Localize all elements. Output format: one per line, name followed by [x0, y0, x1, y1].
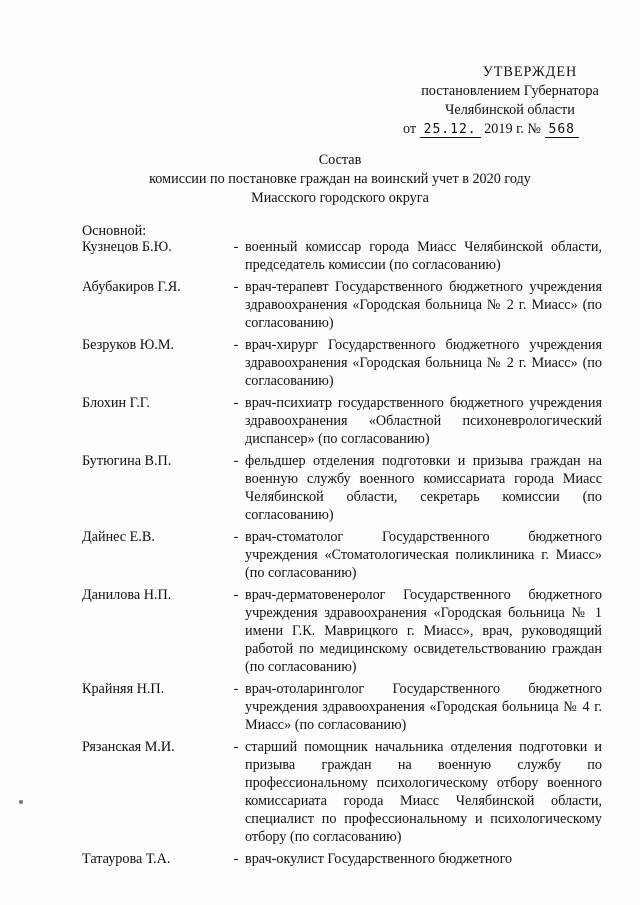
member-position: врач-отоларинголог Государственного бюджетного учреждения здравоохранения «Городская больница № 4 г. Миасс» (по согласованию) [245, 681, 602, 733]
dash-separator: - [233, 279, 239, 295]
document-title [100, 151, 580, 208]
member-name: Блохин Г.Г. [82, 395, 150, 411]
member-row [82, 738, 602, 846]
member-name: Безруков Ю.М. [82, 337, 175, 353]
scan-speck [19, 800, 23, 804]
approval-block [395, 63, 625, 139]
handwritten-number: 568 [545, 123, 579, 138]
member-position: врач-дерматовенеролог Государственного бюджетного учреждения здравоохранения «Городская больница № 1 имени Г.К. Маврицкого г. Миасс», врач, руководящий работой по медицинскому освидетельствованию граждан (по согласованию) [245, 587, 602, 675]
member-name: Абубакиров Г.Я. [82, 279, 181, 295]
dash-separator: - [233, 681, 239, 697]
title-line-2: комиссии по постановке граждан на воинский учет в 2020 году [149, 171, 531, 187]
member-row [82, 850, 602, 868]
dash-separator: - [233, 239, 239, 255]
dash-separator: - [233, 851, 239, 867]
handwritten-date: 25.12. [420, 123, 481, 138]
member-name: Крайняя Н.П. [82, 681, 165, 697]
approval-line-1: постановлением Губернатора [421, 83, 599, 99]
approval-title: УТВЕРЖДЕН [482, 64, 578, 80]
dash-separator: - [233, 529, 239, 545]
member-position: врач-хирург Государственного бюджетного учреждения здравоохранения «Городская больница № 2 г. Миасс» (по согласованию) [245, 337, 602, 389]
member-name: Данилова Н.П. [82, 587, 172, 603]
title-line-1: Состав [318, 152, 362, 168]
approval-line-2: Челябинской области [445, 102, 575, 118]
member-name: Бутюгина В.П. [82, 453, 172, 469]
date-prefix: от [403, 121, 417, 137]
member-position: врач-психиатр государственного бюджетного учреждения здравоохранения «Областной психоневрологический диспансер» (по согласованию) [245, 395, 602, 447]
section-label: Основной: [82, 223, 147, 239]
approval-order-line [395, 120, 625, 139]
member-name: Дайнес Е.В. [82, 529, 155, 545]
dash-separator: - [233, 739, 239, 755]
title-line-3: Миасского городского округа [251, 190, 429, 206]
dash-separator: - [233, 337, 239, 353]
dash-separator: - [233, 587, 239, 603]
order-year: 2019 г. № [484, 121, 541, 137]
member-row [82, 586, 602, 676]
member-position: старший помощник начальника отделения подготовки и призыва граждан на военную службу по профессиональному психологическому отбору военного комиссариата города Миасс Челябинской области, специалист по профессиональному и психологическому отбору (по согласованию) [245, 739, 602, 845]
member-row [82, 336, 602, 390]
member-position: военный комиссар города Миасс Челябинской области, председатель комиссии (по согласованию) [245, 239, 602, 273]
member-name: Кузнецов Б.Ю. [82, 239, 172, 255]
member-position: фельдшер отделения подготовки и призыва граждан на военную службу военного комиссариата города Миасс Челябинской области, секретарь комиссии (по согласованию) [245, 453, 602, 523]
member-row [82, 528, 602, 582]
member-position: врач-стоматолог Государственного бюджетного учреждения «Стоматологическая поликлиника г. Миасс» (по согласованию) [245, 529, 602, 581]
member-row [82, 394, 602, 448]
member-name: Рязанская М.И. [82, 739, 175, 755]
dash-separator: - [233, 395, 239, 411]
member-row [82, 278, 602, 332]
member-roster [82, 238, 602, 872]
dash-separator: - [233, 453, 239, 469]
member-row [82, 680, 602, 734]
member-position: врач-окулист Государственного бюджетного [245, 851, 513, 867]
member-name: Татаурова Т.А. [82, 851, 171, 867]
member-row [82, 238, 602, 274]
member-row [82, 452, 602, 524]
member-position: врач-терапевт Государственного бюджетного учреждения здравоохранения «Городская больница № 2 г. Миасс» (по согласованию) [245, 279, 602, 331]
